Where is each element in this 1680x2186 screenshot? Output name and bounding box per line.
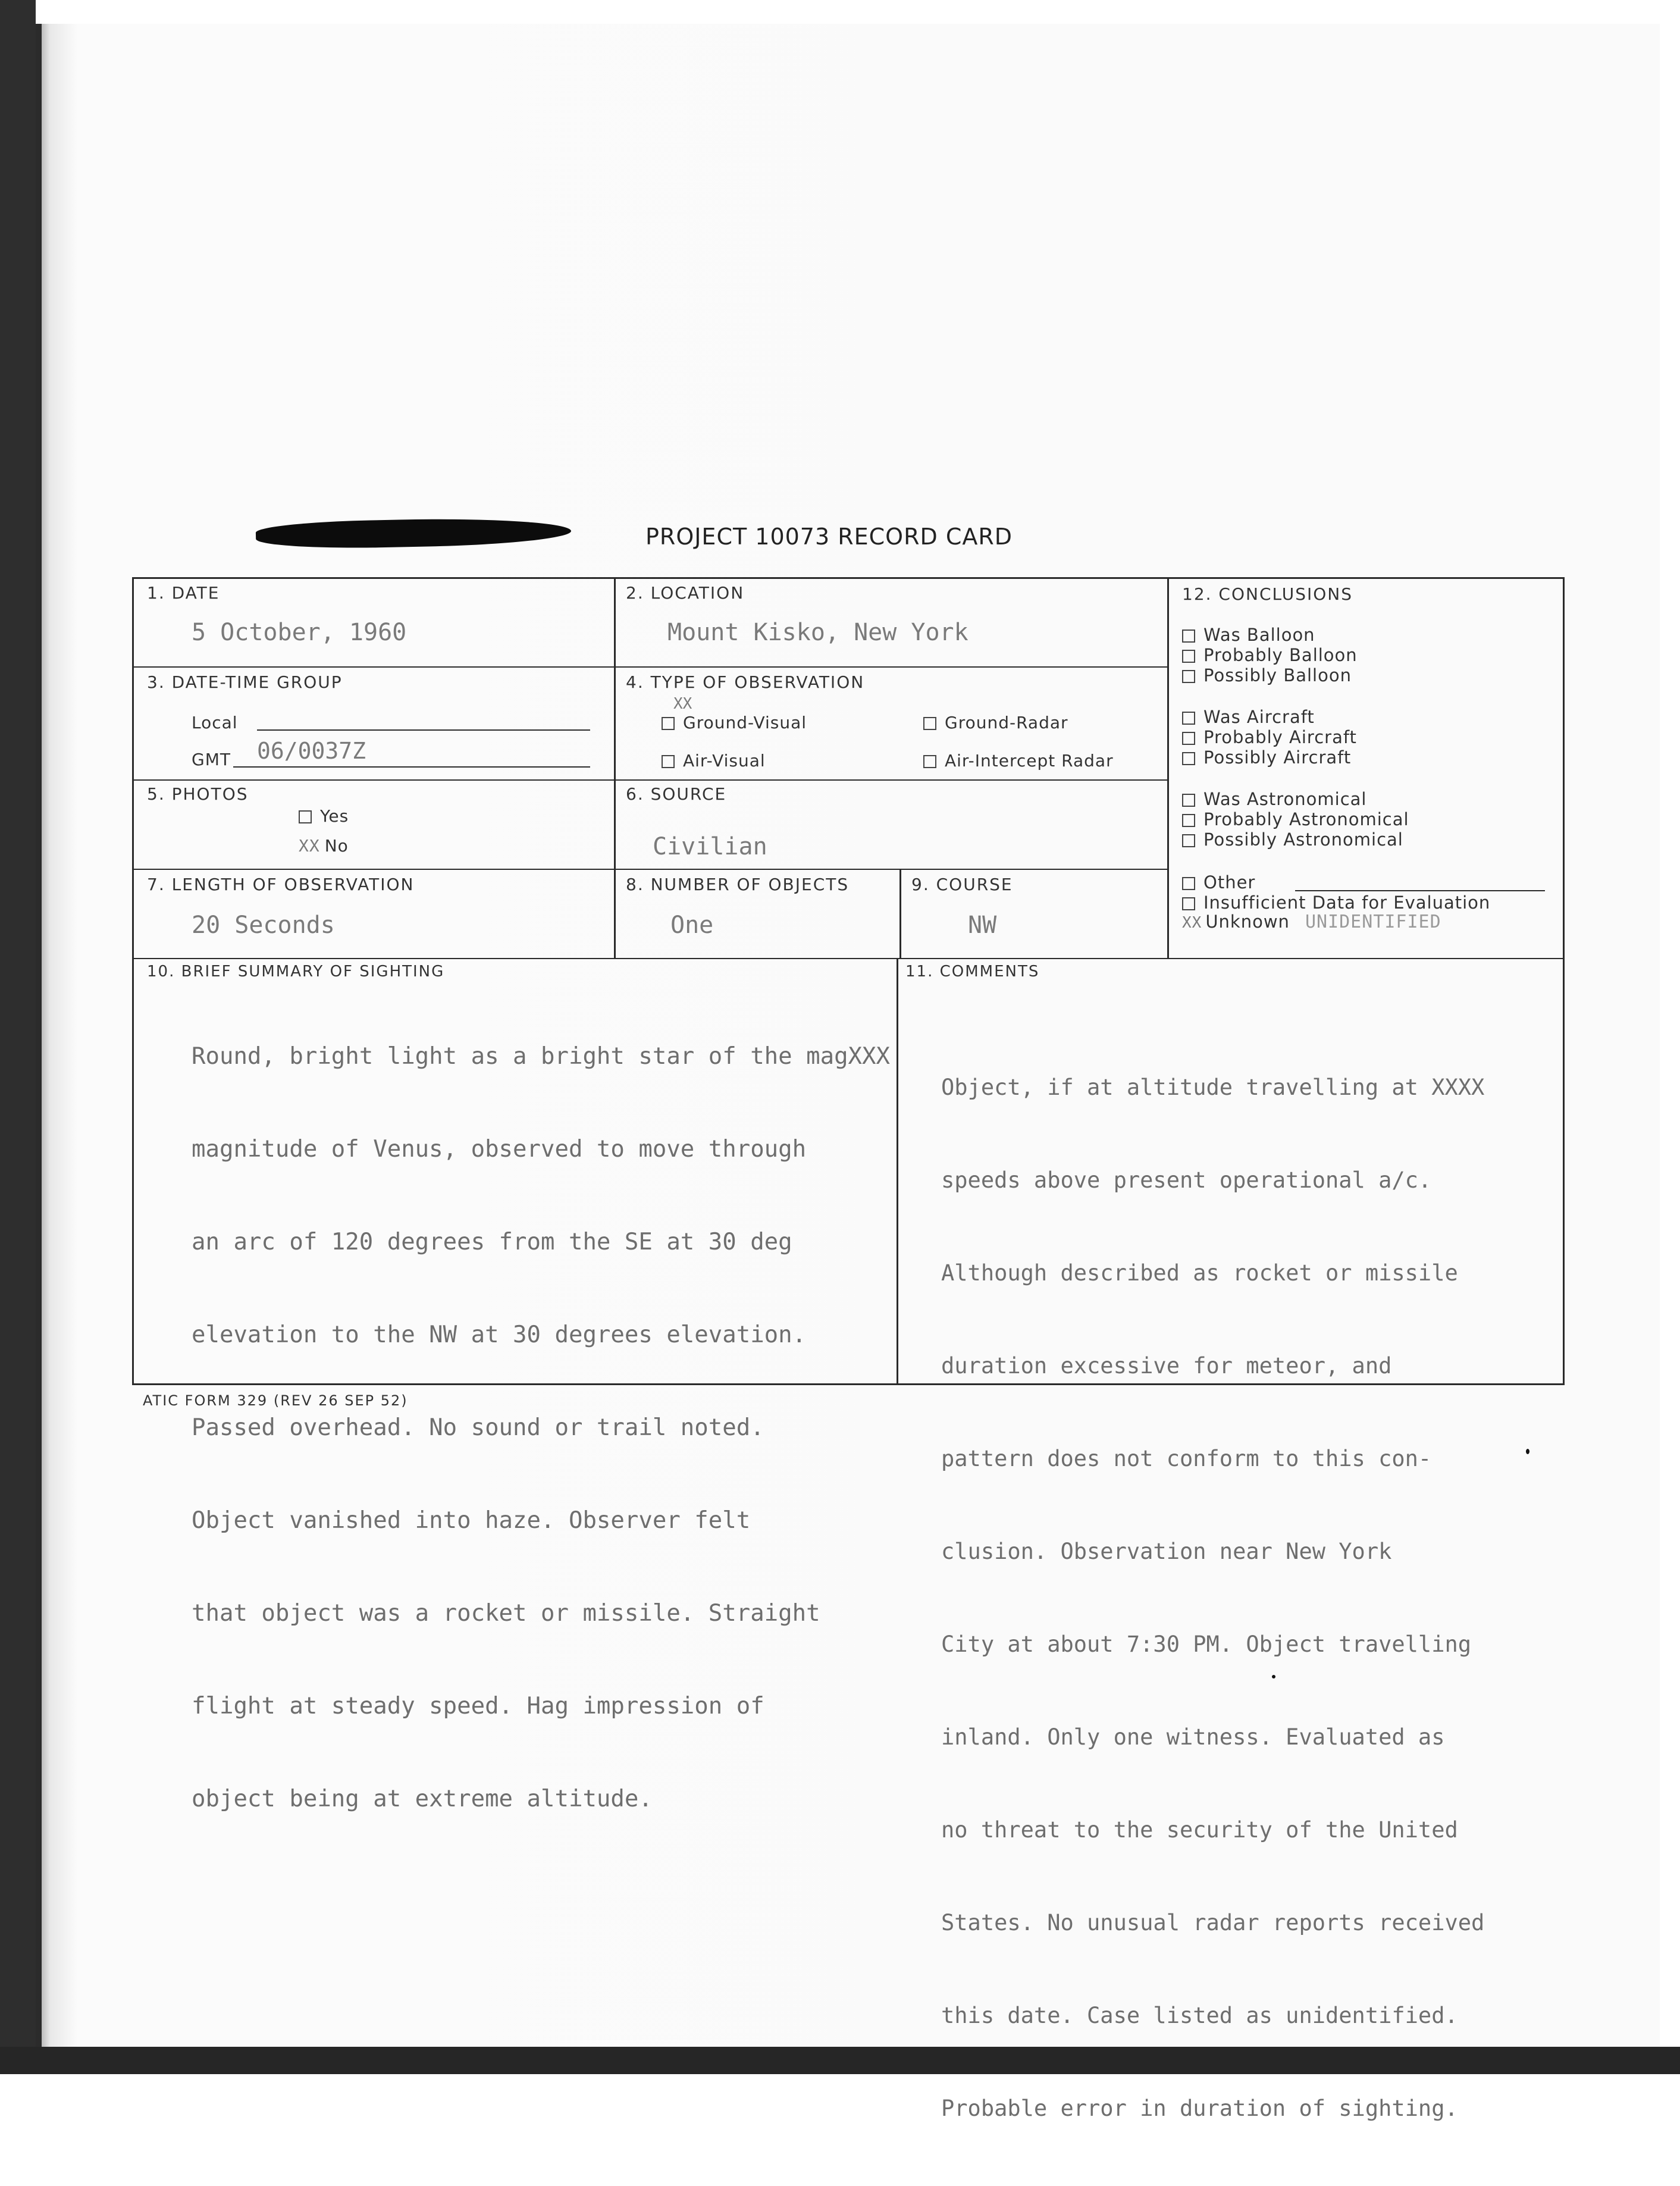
concl-insufficient-data [1182,892,1490,913]
num-objects-label: 8. NUMBER OF OBJECTS [626,875,850,894]
summary-text [192,979,890,1877]
comments-line: this date. Case listed as unidentified. [941,2003,1458,2028]
summary-line: Passed overhead. No sound or trail noted. [192,1414,764,1441]
source-value: Civilian [653,833,767,860]
concl-label: Probably Aircraft [1203,727,1357,747]
comments-line: speeds above present operational a/c. [941,1167,1432,1193]
checkbox-icon [1182,670,1195,683]
photos-no [299,836,349,856]
divider-course [899,869,901,958]
unknown-note: UNIDENTIFIED [1305,912,1441,932]
row-line-4 [132,958,1565,959]
opt-air-visual [662,751,766,771]
concl-label: Was Aircraft [1203,707,1315,727]
summary-line: an arc of 120 degrees from the SE at 30 deg [192,1229,792,1255]
comments-line: States. No unusual radar reports received [941,1910,1485,1936]
num-objects-value: One [670,912,714,939]
concl-was-balloon [1182,625,1315,645]
concl-label: Probably Balloon [1203,645,1358,665]
opt-air-visual-label: Air-Visual [683,751,766,771]
comments-line: inland. Only one witness. Evaluated as [941,1724,1445,1750]
checkbox-icon [1182,752,1195,765]
photos-yes [299,806,349,826]
divider-summary [897,958,898,1383]
divider-col2 [1167,577,1169,958]
checkbox-icon [1182,834,1195,847]
location-value: Mount Kisko, New York [667,619,968,646]
gmt-label: GMT [192,750,231,769]
checkbox-icon [1182,794,1195,807]
concl-label: Possibly Astronomical [1203,829,1403,850]
checkbox-icon [1182,712,1195,725]
comments-line: no threat to the security of the United [941,1817,1458,1843]
length-label: 7. LENGTH OF OBSERVATION [147,875,415,894]
checkbox-icon [1182,877,1195,890]
comments-line: Although described as rocket or missile [941,1260,1458,1286]
concl-label: Possibly Balloon [1203,665,1352,685]
comments-line: Probable error in duration of sighting. [941,2096,1458,2121]
checkbox-icon [923,717,936,730]
concl-probably-astronomical [1182,809,1409,829]
concl-unknown [1182,912,1441,932]
concl-possibly-aircraft [1182,747,1351,768]
length-value: 20 Seconds [192,912,335,939]
concl-label: Probably Astronomical [1203,809,1409,829]
summary-label: 10. BRIEF SUMMARY OF SIGHTING [147,963,445,981]
checkbox-icon [299,810,312,823]
divider-col1 [614,577,616,958]
opt-ground-visual-label: Ground-Visual [683,713,807,732]
photos-no-label: No [324,836,349,856]
checkbox-icon [1182,732,1195,745]
photos-no-mark: XX [299,836,320,856]
conclusions-label: 12. CONCLUSIONS [1182,584,1353,604]
checkbox-icon [923,755,936,768]
unknown-mark: XX [1182,914,1202,932]
opt-air-intercept-label: Air-Intercept Radar [945,751,1114,771]
checkbox-icon [1182,897,1195,910]
comments-text [941,1010,1484,2186]
gmt-underline [233,766,590,768]
local-label: Local [192,713,238,732]
checkbox-icon [1182,814,1195,827]
comments-label: 11. COMMENTS [905,963,1040,981]
concl-was-aircraft [1182,707,1315,727]
checkbox-icon [1182,630,1195,643]
summary-line: magnitude of Venus, observed to move through [192,1136,807,1163]
opt-air-intercept [923,751,1114,771]
course-label: 9. COURSE [911,875,1013,894]
summary-line: Object vanished into haze. Observer felt [192,1507,751,1534]
speck [1272,1675,1275,1678]
checkbox-icon [1182,650,1195,663]
comments-line: clusion. Observation near New York [941,1539,1392,1564]
row-line-3 [132,869,1167,870]
summary-line: that object was a rocket or missile. Straight [192,1600,820,1627]
frame-right [1563,577,1565,1385]
row-line-2 [132,779,1167,781]
concl-label: Insufficient Data for Evaluation [1203,892,1491,913]
opt-ground-radar [923,713,1068,732]
concl-probably-aircraft [1182,727,1357,747]
checkbox-icon [662,717,675,730]
type-obs-mark: XX [673,695,692,713]
frame-top [132,577,1565,579]
scan-left-border [0,0,36,2074]
concl-label: Unknown [1205,912,1290,932]
summary-line: elevation to the NW at 30 degrees elevation. [192,1321,807,1348]
concl-other [1182,872,1255,892]
speck [1526,1449,1529,1454]
summary-line: Round, bright light as a bright star of the magXXX [192,1043,890,1070]
row-line-1 [132,666,1167,668]
frame-left [132,577,134,1385]
comments-line: Object, if at altitude travelling at XXXX [941,1075,1485,1100]
concl-possibly-astronomical [1182,829,1403,850]
opt-ground-radar-label: Ground-Radar [945,713,1068,732]
other-underline [1295,890,1545,891]
local-underline [257,729,590,731]
date-value: 5 October, 1960 [192,619,407,646]
location-label: 2. LOCATION [626,583,745,603]
concl-was-astronomical [1182,789,1366,809]
opt-ground-visual [662,713,807,732]
comments-line: City at about 7:30 PM. Object travelling [941,1631,1472,1657]
dtg-label: 3. DATE-TIME GROUP [147,672,343,692]
concl-label: Other [1203,872,1256,892]
concl-possibly-balloon [1182,665,1352,685]
date-label: 1. DATE [147,583,220,603]
comments-line: duration excessive for meteor, and [941,1353,1392,1379]
type-obs-label: 4. TYPE OF OBSERVATION [626,672,865,692]
course-value: NW [968,912,997,939]
form-id: ATIC FORM 329 (REV 26 SEP 52) [143,1392,408,1409]
gmt-value: 06/0037Z [257,738,366,764]
concl-probably-balloon [1182,645,1358,665]
concl-label: Was Astronomical [1203,789,1367,809]
checkbox-icon [662,755,675,768]
comments-line: pattern does not conform to this con- [941,1446,1432,1471]
summary-line: flight at steady speed. Hag impression of [192,1693,764,1720]
source-label: 6. SOURCE [626,784,727,804]
photos-label: 5. PHOTOS [147,784,249,804]
card-title: PROJECT 10073 RECORD CARD [645,524,1013,550]
concl-label: Was Balloon [1203,625,1315,645]
concl-label: Possibly Aircraft [1203,747,1352,768]
summary-line: object being at extreme altitude. [192,1786,653,1812]
photos-yes-label: Yes [320,806,349,826]
